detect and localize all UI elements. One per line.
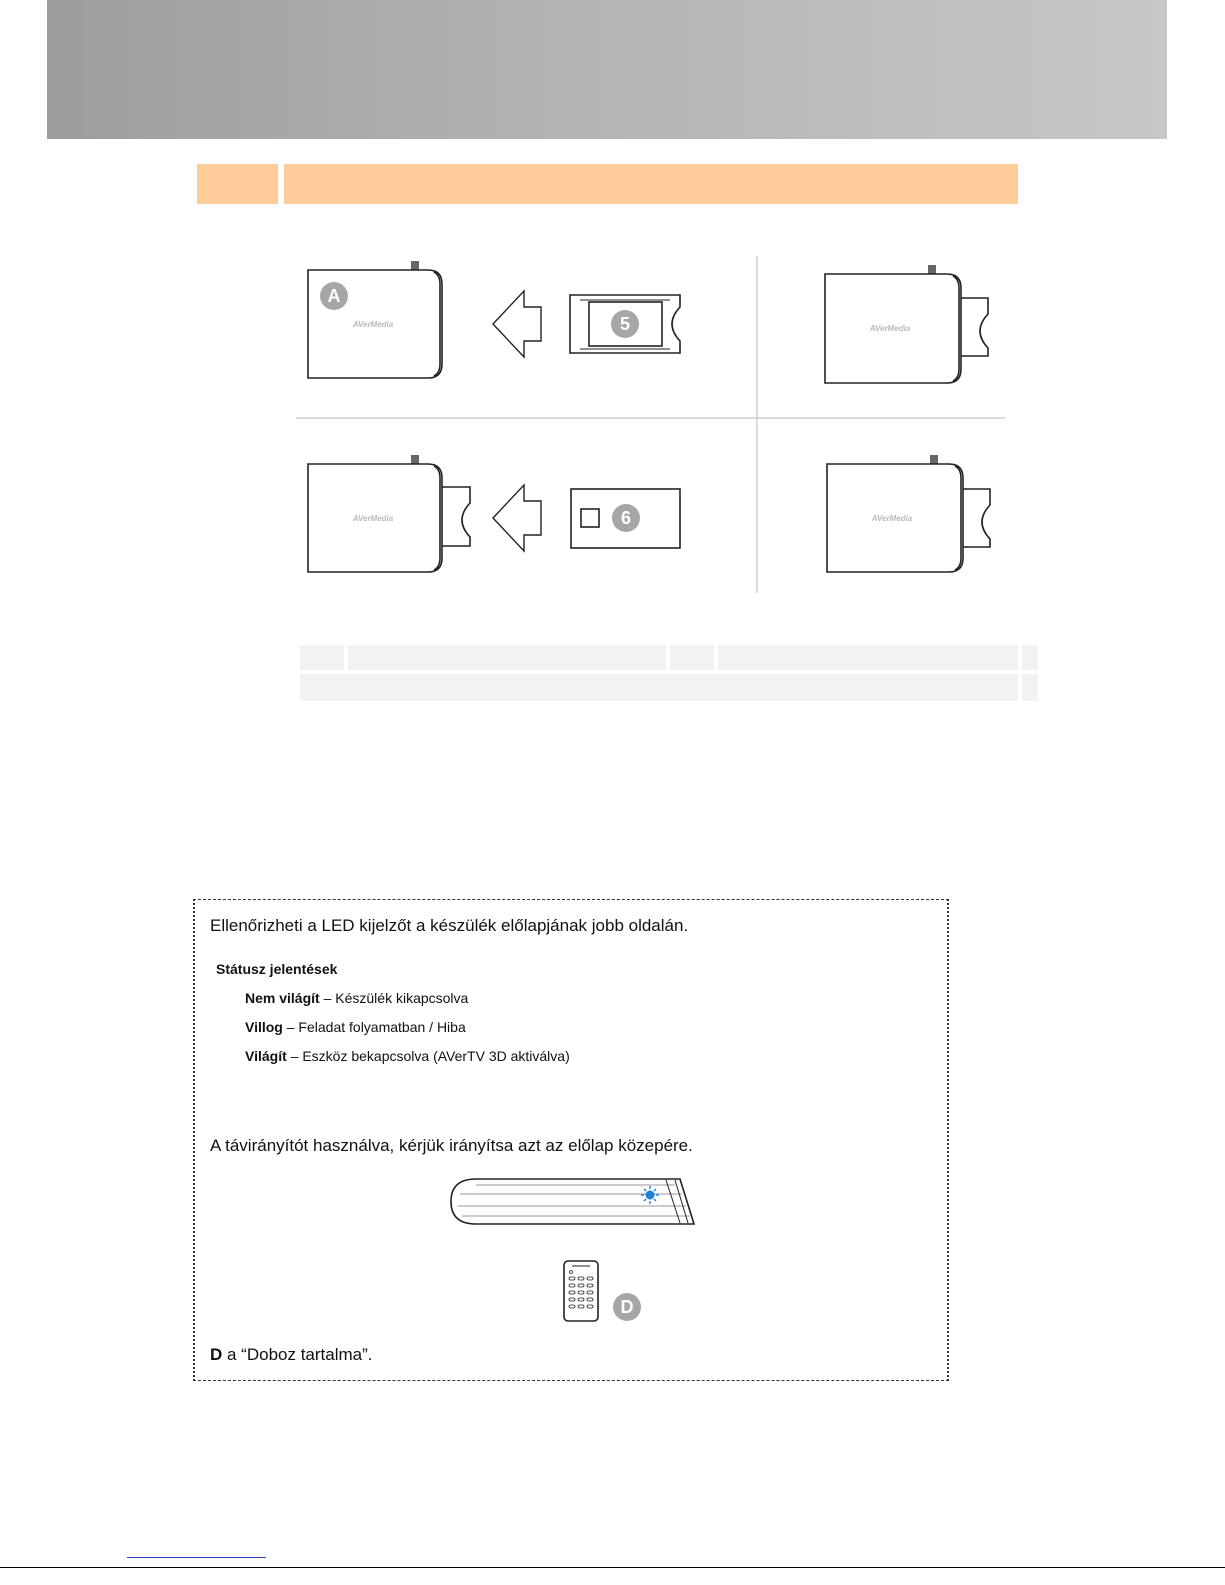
badge-d-label: D <box>620 1297 634 1317</box>
status-item <box>245 990 468 1006</box>
status-title: Státusz jelentések <box>216 961 338 977</box>
table-cell <box>718 645 1018 670</box>
badge-a-label: A <box>327 286 341 306</box>
status-term: Nem világít <box>245 990 320 1006</box>
status-desc: – Feladat folyamatban / Hiba <box>286 1019 466 1035</box>
box-contents-term: D <box>210 1345 223 1364</box>
brand-logo-1: AVerMedia <box>352 320 394 329</box>
led-intro-text: Ellenőrizheti a LED kijelzőt a készülék előlapjának jobb oldalán. <box>210 916 689 935</box>
status-item <box>245 1019 466 1035</box>
insert-arrow-2 <box>493 485 541 551</box>
status-term: Villog <box>245 1019 283 1035</box>
section-title-bar <box>284 164 1018 204</box>
table-cell <box>348 645 666 670</box>
badge-d <box>612 1292 642 1322</box>
table-cell <box>1022 674 1038 701</box>
device-side-view <box>448 1176 698 1230</box>
table-cell <box>1022 645 1038 670</box>
badge-6-label: 6 <box>620 508 632 528</box>
insert-arrow-1 <box>493 291 541 357</box>
badge-5-label: 5 <box>619 314 631 334</box>
brand-logo-2: AVerMedia <box>869 324 911 333</box>
module-installation-illustration <box>285 250 1015 600</box>
section-number-tab <box>197 164 278 204</box>
status-term: Világít <box>245 1048 287 1064</box>
remote-note-text: A távirányítót használva, kérjük irányítsa azt az előlap közepére. <box>210 1136 693 1155</box>
table-cell <box>670 645 714 670</box>
brand-logo-4: AVerMedia <box>871 514 913 523</box>
header-band <box>47 0 1167 139</box>
box-contents-note <box>210 1345 373 1365</box>
footer-link-underline <box>127 1557 266 1558</box>
status-desc: – Készülék kikapcsolva <box>323 990 469 1006</box>
status-desc: – Eszköz bekapcsolva (AVerTV 3D aktiválva) <box>290 1048 570 1064</box>
brand-logo-3: AVerMedia <box>352 514 394 523</box>
remote-control-icon <box>560 1258 602 1324</box>
box-contents-text: a “Doboz tartalma”. <box>222 1345 373 1364</box>
status-item <box>245 1048 570 1064</box>
footer-rule <box>0 1567 1225 1568</box>
table-cell <box>300 645 344 670</box>
table-row <box>300 674 1018 701</box>
